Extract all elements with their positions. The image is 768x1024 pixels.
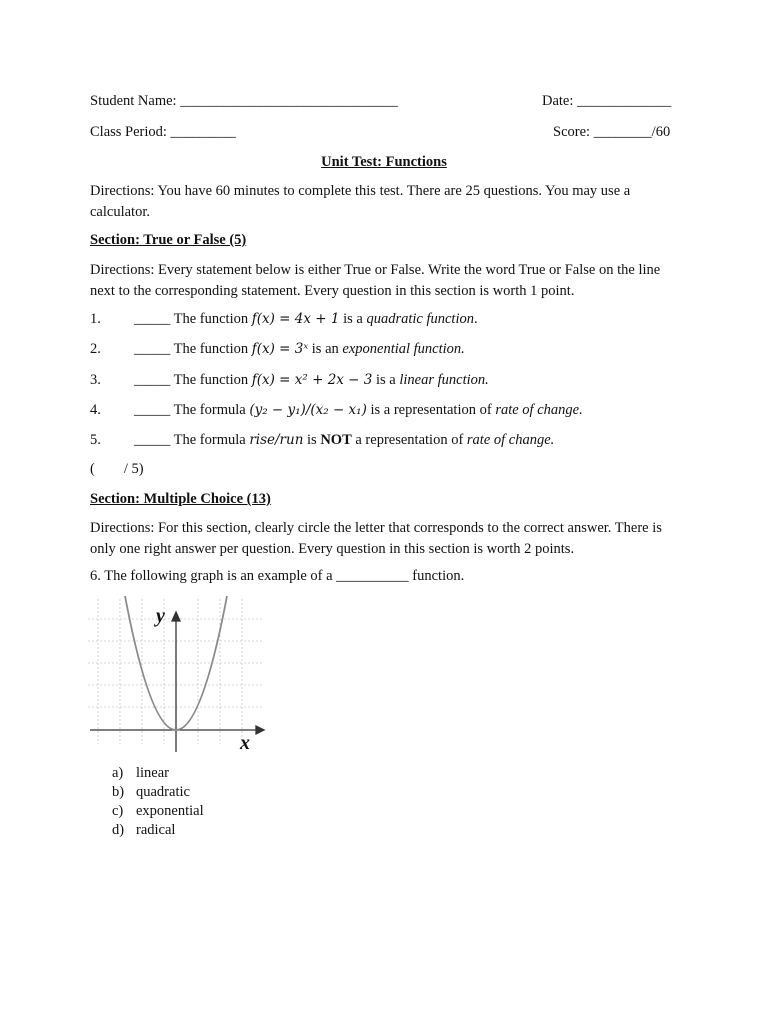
- answer-blank: _____: [134, 402, 171, 418]
- question-1: _____ The function f(x) = 4x + 1 is a quadratic function.: [134, 311, 478, 327]
- choice-d[interactable]: d) radical: [112, 822, 176, 838]
- test-directions: Directions: You have 60 minutes to complete this test. There are 25 questions. You may use a calculator.: [90, 183, 631, 221]
- parabola-graph: [88, 594, 268, 754]
- math-expression: (y₂ − y₁)/(x₂ − x₁): [249, 402, 367, 418]
- question-number: 5.: [90, 432, 101, 448]
- answer-blank: _____: [134, 372, 171, 388]
- question-2: _____ The function f(x) = 3ˣ is an exponential function.: [134, 341, 465, 357]
- page-title: Unit Test: Functions: [321, 154, 447, 170]
- section-score: ( / 5): [90, 461, 144, 477]
- graph-axes: [90, 612, 264, 752]
- student-name-field: Student Name: ______________________________: [90, 93, 398, 109]
- answer-blank: _____: [134, 432, 171, 448]
- question-3: _____ The function f(x) = x² + 2x − 3 is a linear function.: [134, 372, 489, 388]
- answer-blank: _____: [134, 341, 171, 357]
- score-field: Score: ________/60: [553, 124, 671, 140]
- math-expression: f(x) = 4x + 1: [251, 311, 340, 327]
- class-period-field: Class Period: _________: [90, 124, 236, 140]
- question-number: 2.: [90, 341, 101, 357]
- question-6-prompt: 6. The following graph is an example of a __________ function.: [90, 568, 465, 584]
- choice-a[interactable]: a) linear: [112, 765, 170, 781]
- y-axis-label: y: [156, 605, 165, 627]
- question-number: 3.: [90, 372, 101, 388]
- question-4: _____ The formula (y₂ − y₁)/(x₂ − x₁) is a representation of rate of change.: [134, 402, 583, 418]
- section-multiple-choice-directions: Directions: For this section, clearly circle the letter that corresponds to the correct answer. There is only one right answer per question. Every question in this section is worth 2 points.: [90, 520, 662, 558]
- x-axis-label: x: [240, 732, 250, 754]
- section-true-false-heading: Section: True or False (5): [90, 232, 247, 248]
- section-true-false-directions: Directions: Every statement below is either True or False. Write the word True or False on the line next to the corresponding statement. Every question in this section is worth 1 point.: [90, 262, 661, 300]
- question-5: _____ The formula rise/run is NOT a representation of rate of change.: [134, 432, 555, 448]
- question-number: 4.: [90, 402, 101, 418]
- question-number: 1.: [90, 311, 101, 327]
- math-expression: f(x) = x² + 2x − 3: [251, 372, 373, 388]
- section-multiple-choice-heading: Section: Multiple Choice (13): [90, 491, 271, 507]
- choice-b[interactable]: b) quadratic: [112, 784, 190, 800]
- choice-c[interactable]: c) exponential: [112, 803, 204, 819]
- math-expression: f(x) = 3ˣ: [251, 341, 309, 357]
- date-field: Date: _____________: [542, 93, 672, 109]
- answer-blank: _____: [134, 311, 171, 327]
- math-expression: rise/run: [249, 432, 304, 448]
